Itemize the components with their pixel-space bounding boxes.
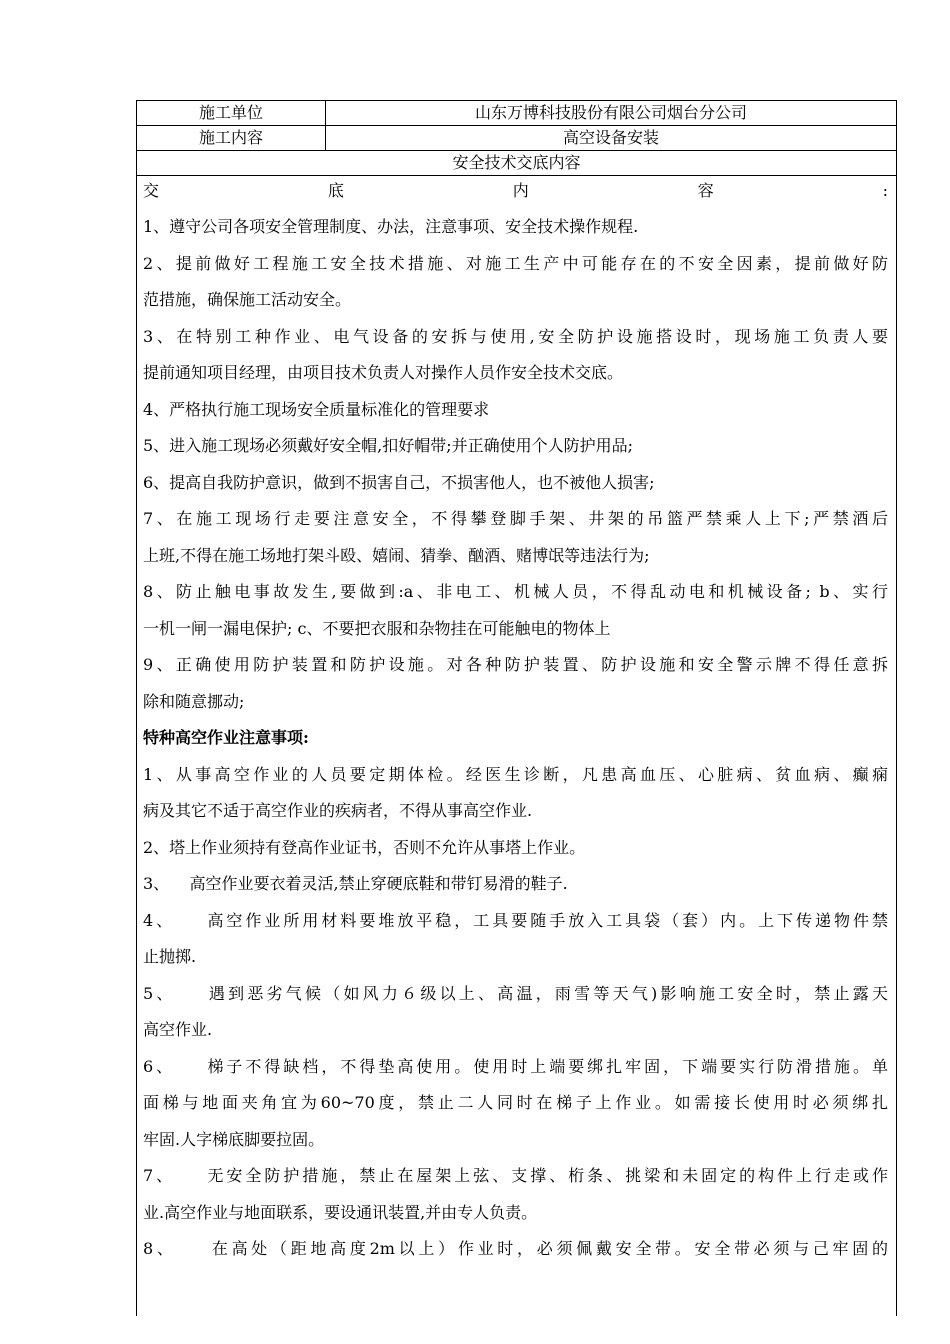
body-line: 8、 在高处（距地高度2m以上）作业时，必须佩戴安全带。安全带必须与己牢固的: [143, 1239, 888, 1258]
unit-row: [137, 101, 897, 126]
unit-label: 施工单位: [137, 101, 326, 126]
body-line: 止抛掷.: [143, 947, 197, 966]
body-line: 范措施，确保施工活动安全。: [143, 290, 352, 309]
disclosure-form: [136, 100, 897, 1316]
disclosure-body: [136, 176, 897, 1316]
body-line: 高空作业.: [143, 1020, 213, 1039]
body-line: 6、 梯子不得缺档，不得垫高使用。使用时上端要绑扎牢固，下端要实行防滑措施。单: [143, 1056, 888, 1076]
body-line: 一机一闸一漏电保护; c、不要把衣服和杂物挂在可能触电的物体上: [143, 618, 611, 638]
body-line: 5、 遇到恶劣气候（如风力６级以上、高温，雨雪等天气)影响施工安全时，禁止露天: [143, 983, 888, 1003]
body-line: 牢固.人字梯底脚要拉固。: [143, 1129, 325, 1149]
body-line: 业.高空作业与地面联系，要设通讯装置,并由专人负责。: [143, 1202, 538, 1222]
content-row: [137, 126, 897, 151]
body-line: 6、提高自我防护意识，做到不损害自己，不损害他人，也不被他人损害;: [143, 472, 655, 492]
section-title: 安全技术交底内容: [137, 151, 897, 176]
header-table: [136, 100, 897, 176]
body-line: 5、进入施工现场必须戴好安全帽,扣好帽带;并正确使用个人防护用品;: [143, 436, 634, 455]
body-line: 7、 无安全防护措施，禁止在屋架上弦、支撑、桁条、挑梁和未固定的构件上行走或作: [143, 1166, 888, 1185]
section-heading-aerial-work: 特种高空作业注意事项:: [143, 728, 309, 747]
body-line: 4、 高空作业所用材料要堆放平稳，工具要随手放入工具袋（套）内。上下传递物件禁: [143, 910, 888, 930]
content-label: 施工内容: [137, 126, 326, 151]
body-line: 2、塔上作业须持有登高作业证书，否则不允许从事塔上作业。: [143, 837, 586, 857]
body-line: 除和随意挪动;: [143, 691, 245, 711]
body-line: 1、从事高空作业的人员要定期体检。经医生诊断，凡患高血压、心脏病、贫血病、癫痫: [143, 764, 888, 784]
section-row: [137, 151, 897, 176]
body-line: 7、在施工现场行走要注意安全，不得攀登脚手架、井架的吊篮严禁乘人上下;严禁酒后: [143, 509, 888, 528]
body-line: 1、遵守公司各项安全管理制度、办法，注意事项、安全技术操作规程.: [143, 217, 639, 236]
body-line: 3、在特别工种作业、电气设备的安拆与使用,安全防护设施搭设时，现场施工负责人要: [143, 326, 888, 346]
body-line: 提前通知项目经理，由项目技术负责人对操作人员作安全技术交底。: [143, 363, 624, 382]
body-line: 9、正确使用防护装置和防护设施。对各种防护装置、防护设施和安全警示牌不得任意拆: [143, 655, 888, 674]
body-line: 8、防止触电事故发生,要做到:a、非电工、机械人员，不得乱动电和机械设备; b、实行: [143, 582, 888, 601]
unit-value: 山东万博科技股份有限公司烟台分公司: [326, 101, 897, 126]
body-line: 交底内容:: [143, 181, 888, 200]
body-line: 3、 高空作业要衣着灵活,禁止穿硬底鞋和带钉易滑的鞋子.: [143, 874, 568, 893]
body-line: 面梯与地面夹角宜为60~70度，禁止二人同时在梯子上作业。如需接长使用时必须绑扎: [143, 1093, 888, 1112]
body-line: 2、提前做好工程施工安全技术措施、对施工生产中可能存在的不安全因素，提前做好防: [143, 253, 888, 273]
content-value: 高空设备安装: [326, 126, 897, 151]
body-line: 4、严格执行施工现场安全质量标准化的管理要求: [143, 399, 490, 419]
body-line: 病及其它不适于高空作业的疾病者，不得从事高空作业.: [143, 801, 533, 820]
body-line: 上班,不得在施工场地打架斗殴、嬉闹、猜拳、酗酒、赌博氓等违法行为;: [143, 545, 650, 565]
